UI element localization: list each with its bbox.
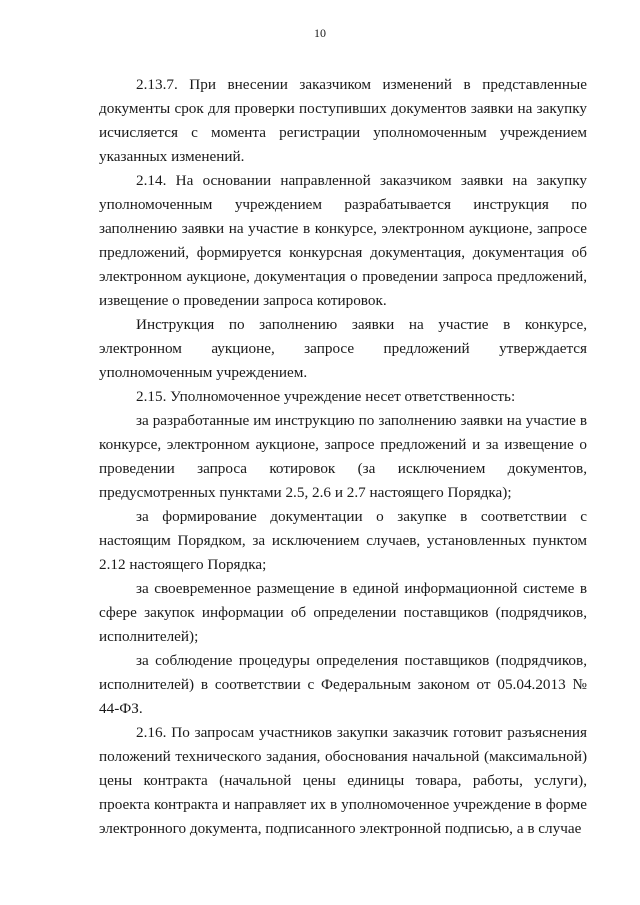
paragraph-2-13-7: 2.13.7. При внесении заказчиком изменений в представленные документы срок для проверки поступивших документов заявки на закупку исчисляется с момента регистрации уполномоченным учреждением указанных изменений. xyxy=(99,76,587,165)
document-body xyxy=(99,73,587,841)
paragraph-responsibility-documentation: за формирование документации о закупке в соответствии с настоящим Порядком, за исключением случаев, установленных пунктом 2.12 настоящего Порядка; xyxy=(99,508,587,573)
paragraph-responsibility-procedure: за соблюдение процедуры определения поставщиков (подрядчиков, исполнителей) в соответствии с Федеральным законом от 05.04.2013 № 44-ФЗ. xyxy=(99,652,587,717)
paragraph-2-15: 2.15. Уполномоченное учреждение несет ответственность: xyxy=(136,388,516,405)
paragraph-responsibility-instruction: за разработанные им инструкцию по заполнению заявки на участие в конкурсе, электронном аукционе, запросе предложений и за извещение о проведении запроса котировок (за исключением документов, предусмотренных пунктами 2.5, 2.6 и 2.7 настоящего Порядка); xyxy=(99,412,587,501)
paragraph-instruction-approval: Инструкция по заполнению заявки на участие в конкурсе, электронном аукционе, запросе предложений утверждается уполномоченным учреждением. xyxy=(99,316,587,381)
page-number: 10 xyxy=(314,26,326,40)
paragraph-2-14: 2.14. На основании направленной заказчиком заявки на закупку уполномоченным учреждением разрабатывается инструкция по заполнению заявки на участие в конкурсе, электронном аукционе, запросе предложений, формируется конкурсная документация, документация об электронном аукционе, документация о проведении запроса предложений, извещение о проведении запроса котировок. xyxy=(99,172,587,309)
paragraph-responsibility-publication: за своевременное размещение в единой информационной системе в сфере закупок информации об определении поставщиков (подрядчиков, исполнителей); xyxy=(99,580,587,645)
paragraph-2-16: 2.16. По запросам участников закупки заказчик готовит разъяснения положений технического задания, обоснования начальной (максимальной) цены контракта (начальной цены единицы товара, работы, услуги), проекта контракта и направляет их в уполномоченное учреждение в форме электронного документа, подписанного электронной подписью, а в случае xyxy=(99,724,587,837)
